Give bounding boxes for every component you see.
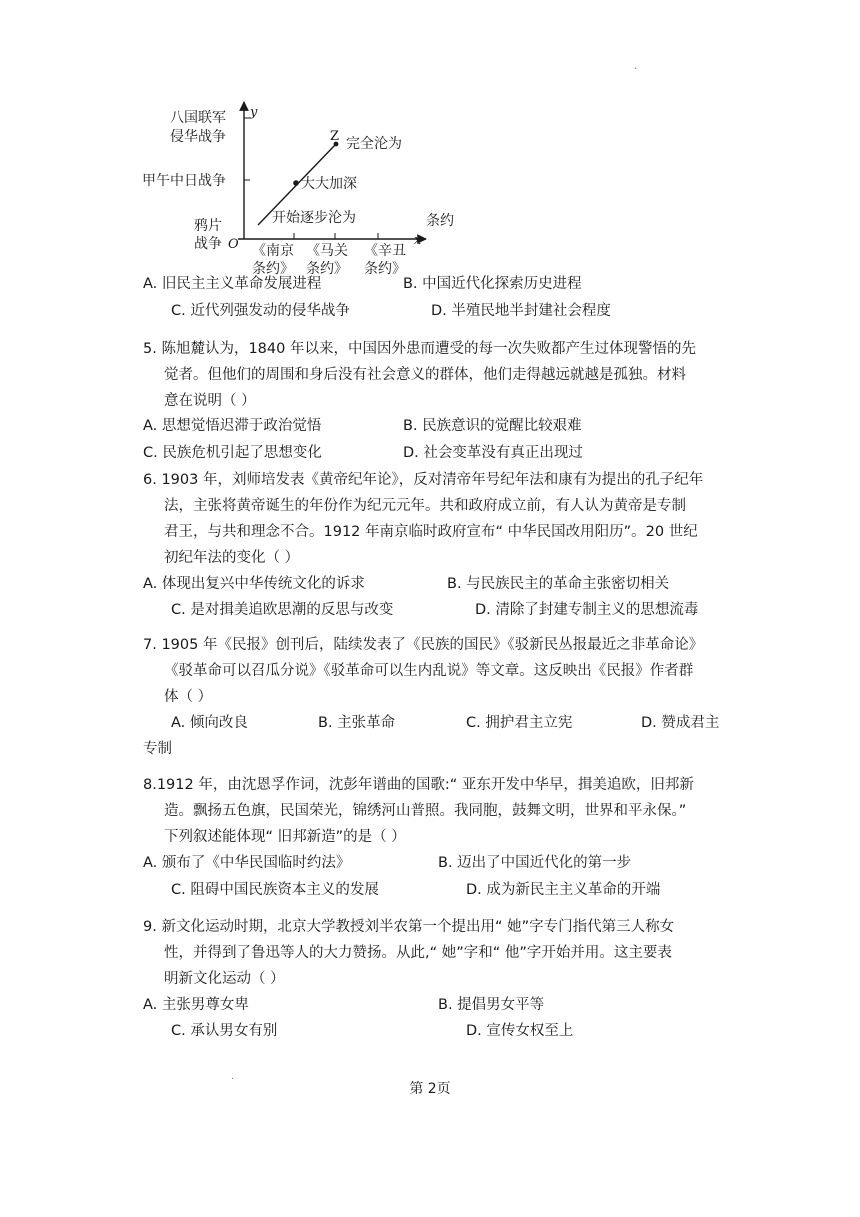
q6-option-b: B. 与民族民主的革命主张密切相关: [447, 576, 670, 592]
q5-stem-line: 意在说明（ ）: [164, 393, 256, 409]
q4-option-a: A. 旧民主主义革命发展进程: [143, 276, 322, 292]
q8-option-d: D. 成为新民主主义革命的开端: [466, 882, 661, 898]
q8-stem-line: 造。飘扬五色旗，民国荣光，锦绣河山普照。我同胞，鼓舞文明，世界和平永保。”: [164, 803, 687, 819]
q6-stem-line: 6. 1903 年，刘师培发表《黄帝纪年论》，反对清帝年号纪年法和康有为提出的孔子纪年: [143, 472, 704, 488]
q6-option-a: A. 体现出复兴中华传统文化的诉求: [143, 576, 365, 592]
q9-stem-line: 性，并得到了鲁迅等人的大力赞扬。从此,“ 她”字和“ 他”字开始并用。这主要表: [164, 945, 672, 961]
q5-option-a: A. 思想觉悟迟滞于政治觉悟: [143, 418, 322, 434]
page-number: 第 2页: [409, 1081, 451, 1097]
y-tick-label: 甲午中日战争: [142, 173, 226, 189]
q8-stem-line: 下列叙述能体现“ 旧邦新造”的是（ ）: [164, 829, 406, 845]
q7-option-d: D. 赞成君主: [641, 715, 720, 731]
q5-stem-line: 5. 陈旭麓认为，1840 年以来，中国因外患而遭受的每一次失败都产生过体现警悟的先: [143, 341, 696, 357]
q5-option-b: B. 民族意识的觉醒比较艰难: [403, 418, 582, 434]
q5-option-c: C. 民族危机引起了思想变化: [143, 445, 322, 461]
x-tick-label: 条约》: [364, 261, 406, 277]
z-label: Z: [330, 129, 340, 144]
treaty-chart: [136, 96, 466, 282]
x-tick-label: 条约》: [252, 261, 294, 277]
page-dot: ·: [634, 64, 638, 75]
q9-option-d: D. 宣传女权至上: [466, 1023, 574, 1039]
x-tick-label: 条约》: [306, 261, 348, 277]
y-tick-label: 八国联军: [170, 110, 226, 126]
y-tick-label: 鸦片: [194, 218, 222, 234]
q7-option-a: A. 倾向改良: [171, 715, 248, 731]
treaty-chart-svg: [136, 96, 466, 282]
q8-option-a: A. 颁布了《中华民国临时约法》: [143, 855, 351, 871]
page-dot: ·: [231, 1074, 235, 1085]
q7-option-b: B. 主张革命: [318, 715, 396, 731]
q8-option-c: C. 阻碍中国民族资本主义的发展: [171, 882, 379, 898]
x-tick-label: 《马关: [306, 243, 348, 259]
y-tick-label: 侵华战争: [170, 129, 226, 145]
origin-label: O: [228, 237, 239, 252]
y-axis-label: y: [250, 105, 258, 120]
x-axis-title: 条约: [426, 213, 454, 229]
q7-stem-line: 7. 1905 年《民报》创刊后，陆续发表了《民族的国民》《驳新民丛报最近之非革命论》: [143, 637, 704, 653]
point-label: 开始逐步沦为: [272, 210, 356, 226]
q5-option-d: D. 社会变革没有真正出现过: [403, 445, 583, 461]
q9-stem-line: 9. 新文化运动时期，北京大学教授刘半农第一个提出用“ 她”字专门指代第三人称女: [143, 919, 675, 935]
point-label: 大大加深: [301, 176, 357, 192]
q7-option-c: C. 拥护君主立宪: [466, 715, 573, 731]
q4-option-d: D. 半殖民地半封建社会程度: [431, 303, 611, 319]
q9-option-c: C. 承认男女有别: [171, 1023, 278, 1039]
q8-stem-line: 8.1912 年，由沈恩孚作词，沈彭年谱曲的国歌:“ 亚东开发中华早，揖美追欧，旧邦新: [143, 777, 694, 793]
q6-option-d: D. 清除了封建专制主义的思想流毒: [475, 602, 699, 618]
q9-option-b: B. 提倡男女平等: [438, 997, 545, 1013]
q6-option-c: C. 是对揖美追欧思潮的反思与改变: [171, 602, 394, 618]
point-deepen: [293, 180, 299, 186]
x-axis-label: x: [414, 233, 422, 248]
q7-stem-line: 《驳革命可以召瓜分说》《驳革命可以生内乱说》等文章。这反映出《民报》作者群: [164, 663, 694, 679]
q6-stem-line: 法，主张将黄帝诞生的年份作为纪元元年。共和政府成立前，有人认为黄帝是专制: [164, 498, 686, 514]
q4-option-c: C. 近代列强发动的侵华战争: [171, 303, 350, 319]
q8-option-b: B. 迈出了中国近代化的第一步: [438, 855, 632, 871]
q9-option-a: A. 主张男尊女卑: [143, 997, 249, 1013]
q4-option-b: B. 中国近代化探索历史进程: [403, 276, 582, 292]
x-tick-label: 《辛丑: [364, 243, 406, 259]
q6-stem-line: 君王，与共和理念不合。1912 年南京临时政府宣布“ 中华民国改用阳历”。20 世纪: [164, 524, 698, 540]
y-tick-label: 战争: [194, 236, 222, 252]
q7-stem-line: 体（ ）: [164, 689, 213, 705]
q7-option-d-wrap: 专制: [143, 741, 172, 757]
q6-stem-line: 初纪年法的变化（ ）: [164, 550, 300, 566]
point-label: 完全沦为: [346, 136, 402, 152]
q5-stem-line: 觉者。但他们的周围和身后没有社会意义的群体，他们走得越远就越是孤独。材料: [164, 367, 686, 383]
q9-stem-line: 明新文化运动（ ）: [164, 971, 285, 987]
x-tick-label: 《南京: [252, 243, 294, 259]
